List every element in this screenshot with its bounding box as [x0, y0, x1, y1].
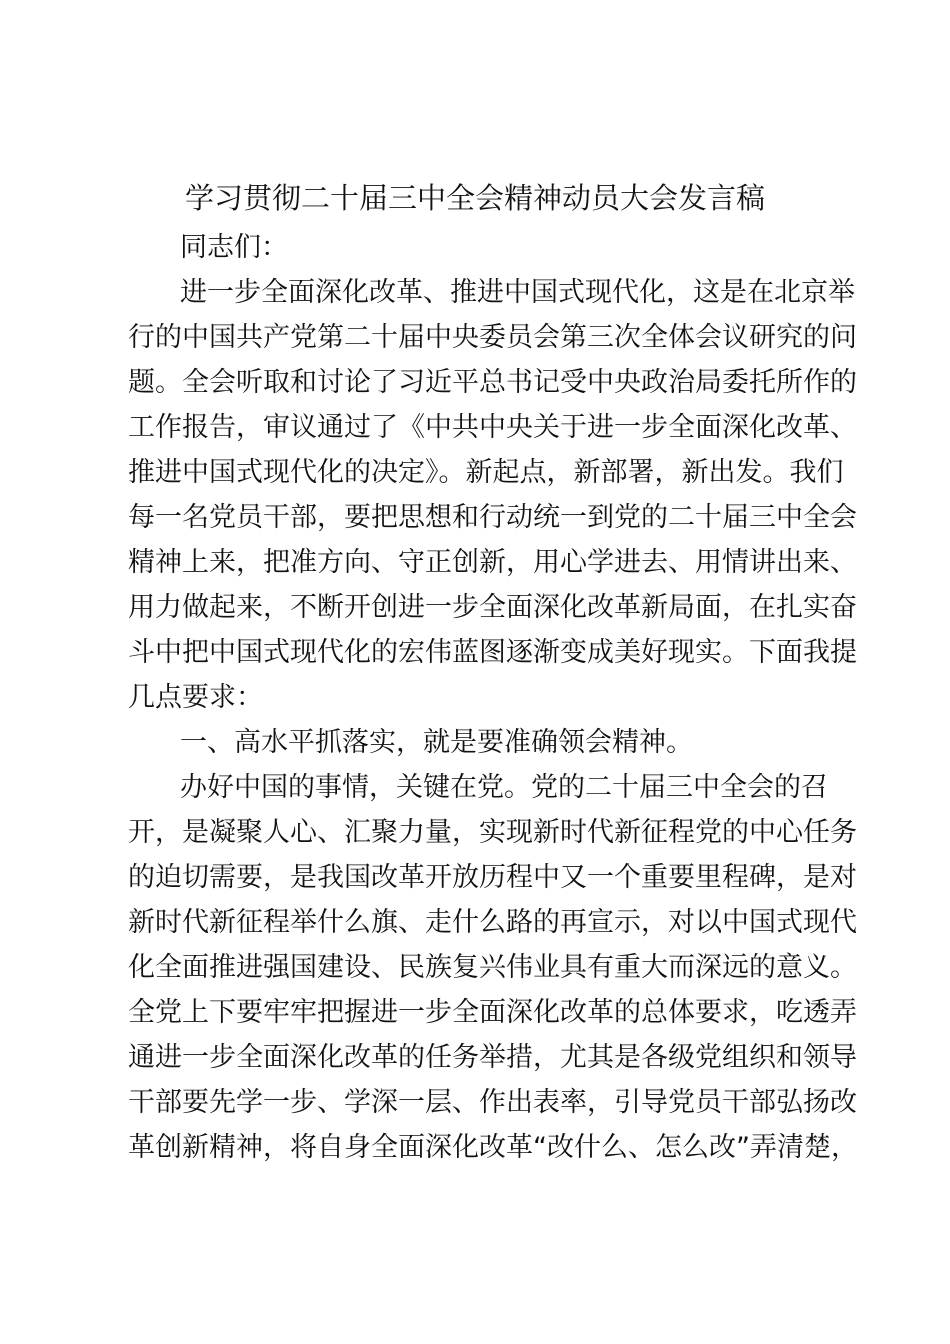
salutation: 同志们： [180, 232, 288, 263]
paragraph-2-line-8: 干部要先学一步、学深一层、作出表率，引导党员干部弘扬改 [128, 1087, 857, 1118]
paragraph-2-line-5: 化全面推进强国建设、民族复兴伟业具有重大而深远的意义。 [128, 952, 857, 983]
paragraph-1-line-3: 题。全会听取和讨论了习近平总书记受中央政治局委托所作的 [128, 367, 857, 398]
paragraph-1-line-5: 推进中国式现代化的决定》。新起点，新部署，新出发。我们 [128, 457, 844, 488]
paragraph-2-line-1: 办好中国的事情，关键在党。党的二十届三中全会的召 [180, 772, 828, 803]
section-heading-1: 一、高水平抓落实，就是要准确领会精神。 [180, 727, 693, 758]
paragraph-1-line-7: 精神上来，把准方向、守正创新，用心学进去、用情讲出来、 [128, 547, 857, 578]
paragraph-2-line-4: 新时代新征程举什么旗、走什么路的再宣示，对以中国式现代 [128, 907, 857, 938]
paragraph-2-line-7: 通进一步全面深化改革的任务举措，尤其是各级党组织和领导 [128, 1042, 857, 1073]
document-title: 学习贯彻二十届三中全会精神动员大会发言稿 [184, 181, 765, 215]
paragraph-2-line-6: 全党上下要牢牢把握进一步全面深化改革的总体要求，吃透弄 [128, 997, 857, 1028]
paragraph-1-line-9: 斗中把中国式现代化的宏伟蓝图逐渐变成美好现实。下面我提 [128, 637, 857, 668]
paragraph-2-line-9: 革创新精神，将自身全面深化改革“改什么、怎么改”弄清楚， [128, 1132, 858, 1163]
paragraph-1-line-8: 用力做起来，不断开创进一步全面深化改革新局面，在扎实奋 [128, 592, 857, 623]
paragraph-1-line-10: 几点要求： [128, 682, 263, 713]
paragraph-2-line-3: 的迫切需要，是我国改革开放历程中又一个重要里程碑，是对 [128, 862, 857, 893]
paragraph-1-line-6: 每一名党员干部，要把思想和行动统一到党的二十届三中全会 [128, 502, 857, 533]
paragraph-1-line-4: 工作报告，审议通过了《中共中央关于进一步全面深化改革、 [128, 412, 857, 443]
paragraph-1-line-1: 进一步全面深化改革、推进中国式现代化，这是在北京举 [180, 277, 855, 308]
paragraph-1-line-2: 行的中国共产党第二十届中央委员会第三次全体会议研究的问 [128, 322, 857, 353]
paragraph-2-line-2: 开，是凝聚人心、汇聚力量，实现新时代新征程党的中心任务 [128, 817, 857, 848]
